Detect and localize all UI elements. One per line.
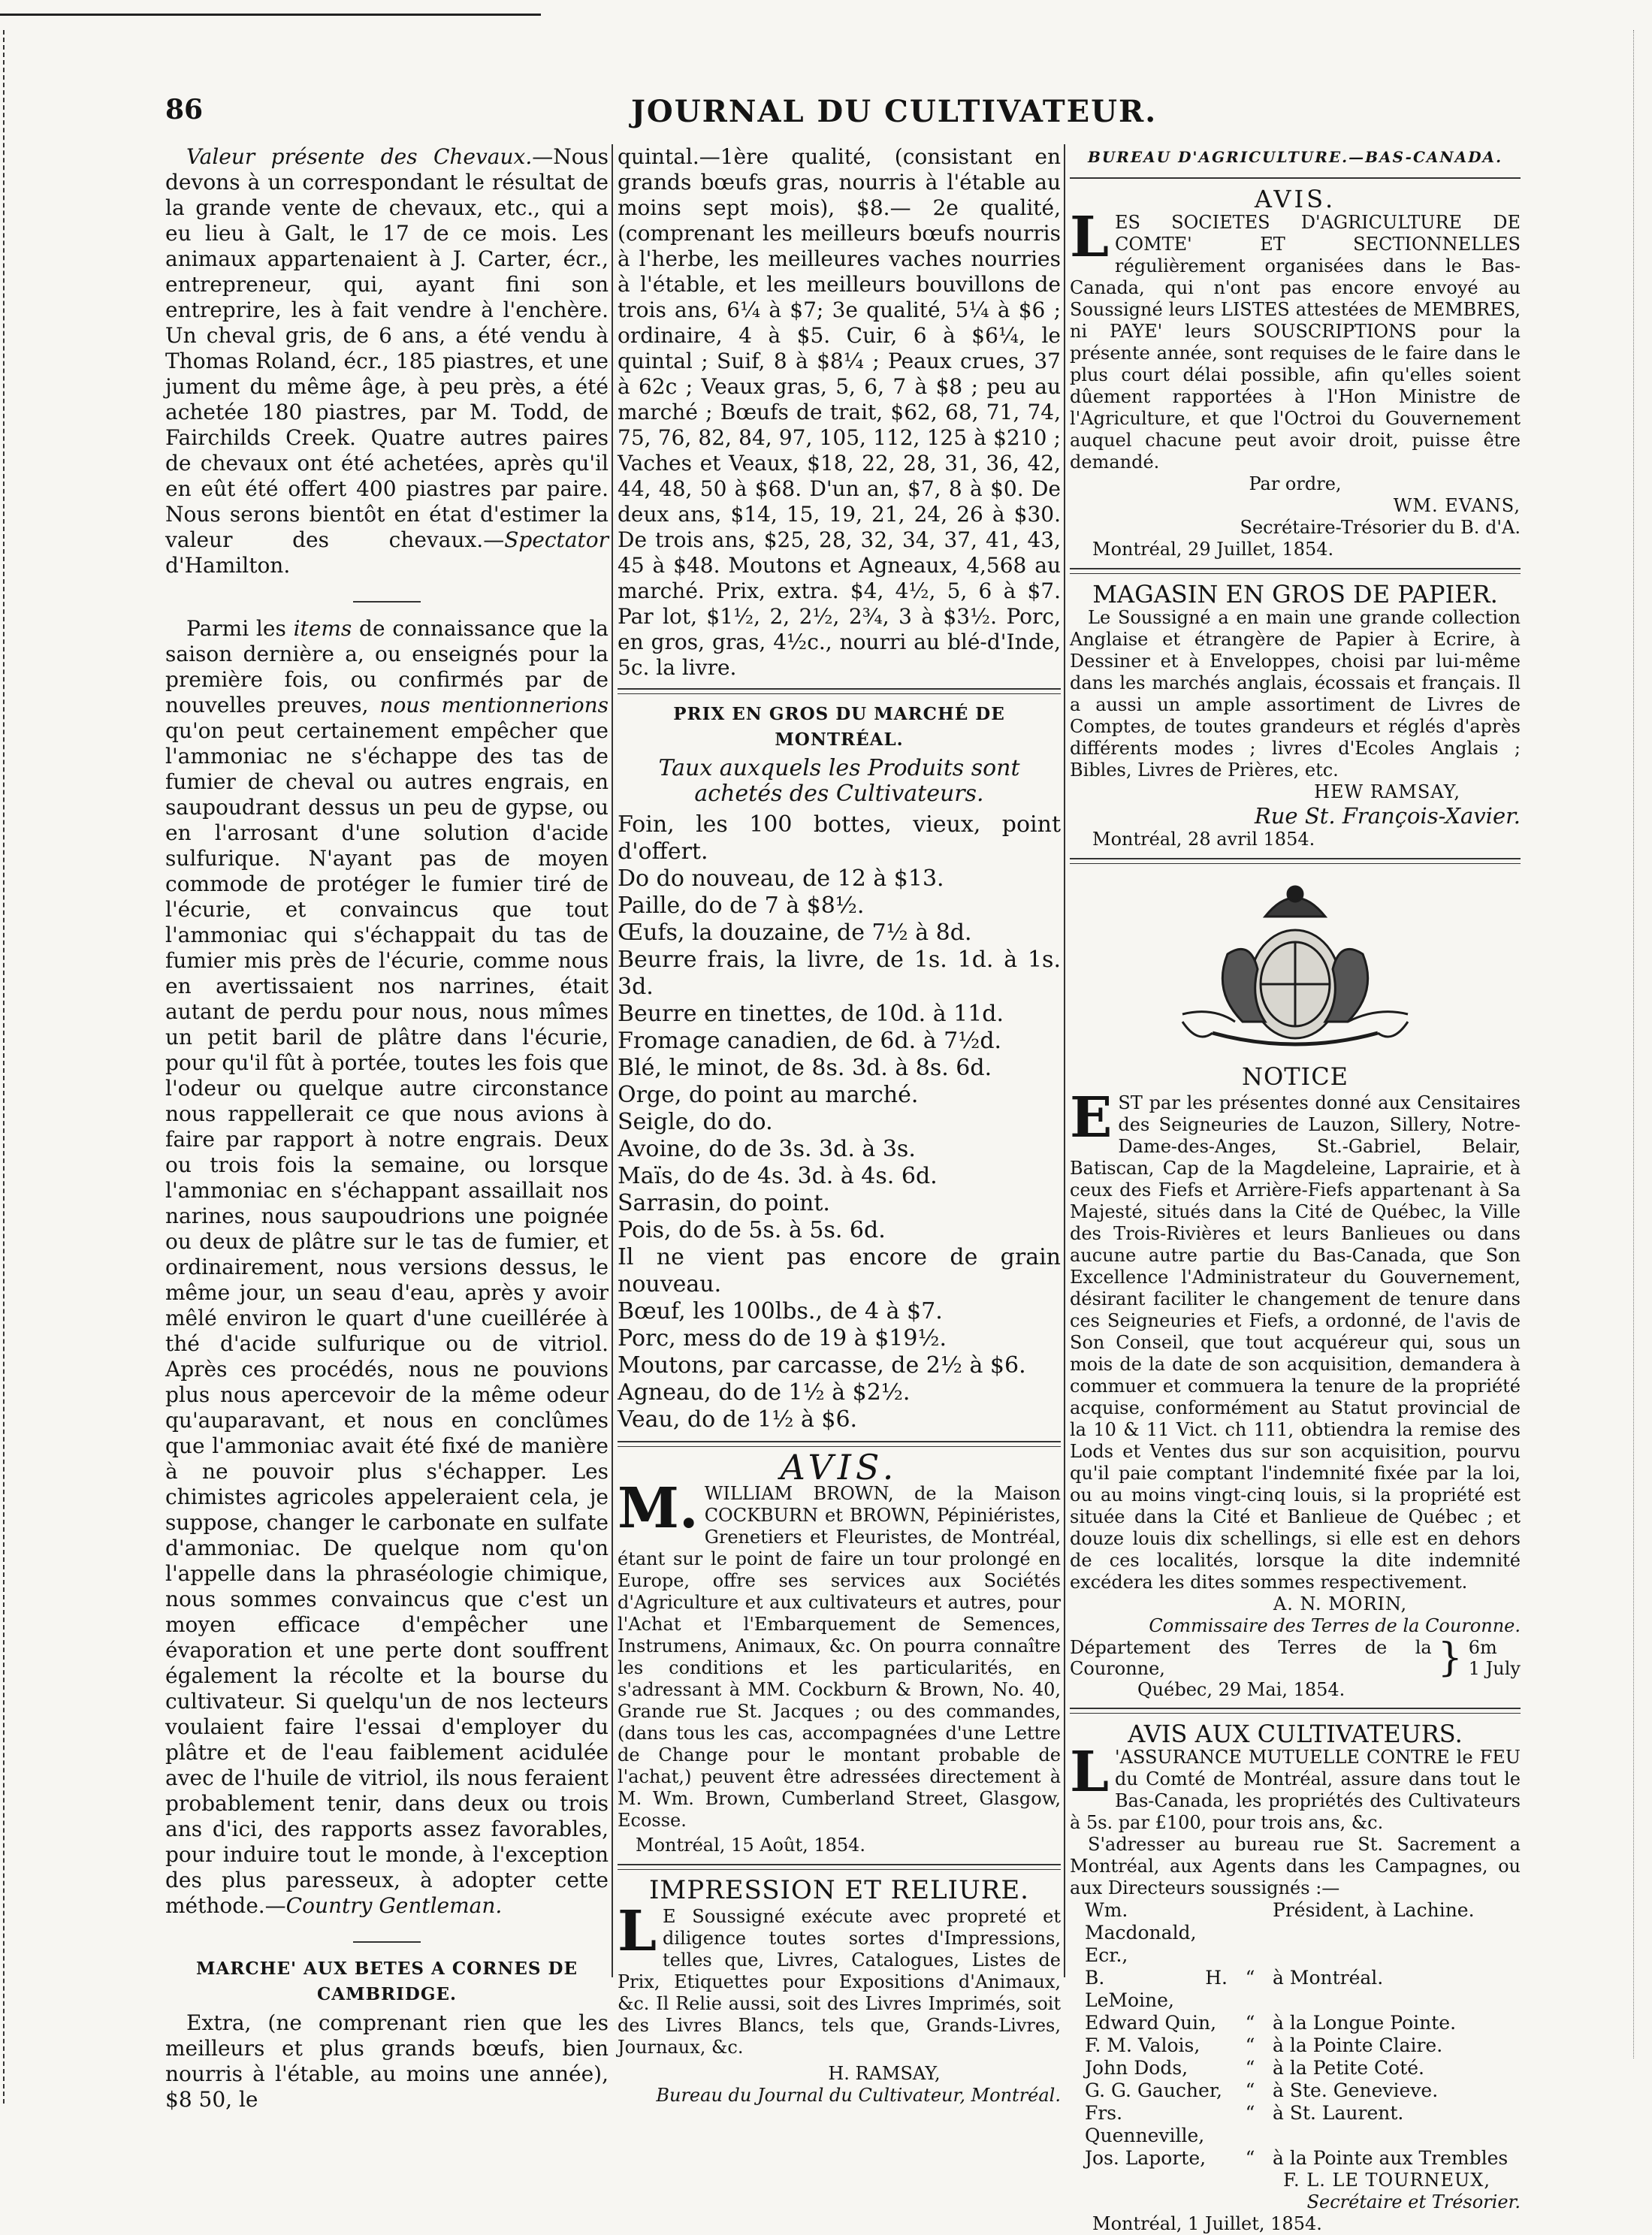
cultivateurs-title: AVIS AUX CULTIVATEURS. xyxy=(1128,1720,1463,1748)
director-name: Edward Quin, xyxy=(1085,2012,1217,2034)
societies-avis-title: AVIS. xyxy=(1254,185,1336,213)
director-place: à Ste. Genevieve. xyxy=(1273,2079,1439,2101)
double-rule xyxy=(1070,1708,1521,1714)
price-row: Veau, do de 1½ à $6. xyxy=(618,1406,858,1433)
morin-signature: A. N. MORIN, xyxy=(1273,1593,1408,1614)
evans-title: Secrétaire-Trésorier du B. d'A. xyxy=(1240,517,1521,538)
director-row xyxy=(1070,2079,1521,2102)
page-number: 86 xyxy=(165,94,204,125)
price-row: Porc, mess do de 19 à $19½. xyxy=(618,1325,947,1352)
director-row xyxy=(1070,2012,1521,2034)
drop-cap: L xyxy=(1070,1740,1110,1805)
rule xyxy=(1070,177,1521,179)
notice-body: ST par les présentes donné aux Censitaires des Seigneuries de Lauzon, Sillery, Notre-Dame-des-Anges, St.-Gabriel, Belair, Batiscan, Cap de la Magdeleine, Laprairie, et à ceux des Fiefs et Arrière-Fiefs appartenant à Sa Majesté, situés dans la Cité de Québec, la Ville des Trois-Rivières et leurs Banlieues ou dans aucune autre partie du Bas-Canada, que Son Excellence l'Administrateur du Gouvernement, désirant faciliter le changement de tenure dans ces Seigneuries et Fiefs, a ordonné, de l'avis de Son Conseil, que tout acquéreur qui, sous un mois de la date de son acquisition, demandera à commuer et commuera la tenure de la propriété acquise, conformément au Statut provincial de la 10 & 11 Vict. ch 111, obtiendra la remise des Lods et Ventes dus sur son acquisition, pourvu qu'il paie comptant l'indemnité fixée par la loi, ou au moins vingt-cinq louis, si la propriété est située dans la Cité et Banlieue de Québec ; et douze louis dix schellings, si elle est en dehors de ces localités, lorsque la dite indemnité excédera les dites sommes respectivement. xyxy=(1070,1092,1521,1593)
cultivateurs-ad xyxy=(1070,1740,1521,1834)
department-line-2: Québec, 29 Mai, 1854. xyxy=(1137,1679,1345,1700)
director-row xyxy=(1070,2147,1521,2170)
department-left xyxy=(1070,1637,1432,1700)
right-edge-mark xyxy=(1633,30,1638,2058)
directors-list xyxy=(1070,1899,1521,2170)
horses-article-source: Spectator xyxy=(504,527,609,552)
morin-title: Commissaire des Terres de la Couronne. xyxy=(1149,1615,1521,1636)
bureau-heading: BUREAU D'AGRICULTURE.—BAS-CANADA. xyxy=(1087,148,1503,166)
page-header xyxy=(165,86,1518,131)
price-row: Orge, do point au marché. xyxy=(618,1082,919,1108)
director-place: à la Petite Coté. xyxy=(1273,2057,1424,2079)
director-name: Frs. Quenneville, xyxy=(1085,2102,1205,2146)
ditto-mark: “ xyxy=(1245,2034,1255,2056)
double-rule xyxy=(618,1864,1061,1870)
ammonia-text-c: qu'on peut certainement empêcher que l'ammoniac ne s'échappe des tas de fumier de cheval ou autres engrais, en saupoudrant dessus un peu de gypse, ou en l'arrosant d'une solution d'acide sulfurique. N'ayant pas de moyen commode de protéger le fumier tiré de l'écurie, et convaincus que tout l'ammoniac qui s'échappait du tas de fumier mis près de l'écurie, comme nous en avertissaient nos narrines, était autant de perdu pour nous, nous mîmes un petit baril de plâtre dans l'écurie, pour qu'il fût à portée, toutes les fois que l'odeur ou quelque autre circonstance nous rappellerait ce que nous avions à faire par rapport à notre engrais. Deux ou trois fois la semaine, ou lorsque l'ammoniac en s'échappant assaillait nos narines, nous saupoudrions une poignée ou deux de plâtre sur le tas de fumier, et ordinairement, nous versions dessus, le même jour, un seau d'eau, après y avoir mêlé environ le quart d'une cueillérée à thé d'acide sulfurique ou de vitriol. Après ces procédés, nous ne pouvions plus nous apercevoir de la même odeur qu'auparavant, et nous en conclûmes que l'ammoniac avait été fixé de manière à ne pouvoir plus s'échapper. Les chimistes agricoles appeleraient cela, je suppose, changer le carbonate en sulfate d'ammoniac. De quelque nom qu'on l'appelle dans la phraséologie chimique, nous sommes convaincus que c'est un moyen efficace d'empêcher une évaporation et une perte dont souffrent également la récolte et la bourse du cultivateur. Si quelqu'un de nos lecteurs voulaient faire l'essai d'employer du plâtre et de l'eau faiblement acidulée avec de l'huile de vitriol, ils nous feraient probablement tenir, dans deux ou trois ans d'ici, des rapports assez favorables, pour induire tout le monde, à l'exception des plus paresseux, à adopter cette méthode.— xyxy=(165,718,609,1918)
director-place: à St. Laurent. xyxy=(1273,2102,1404,2124)
royal-coat-of-arms-icon xyxy=(1137,871,1453,1059)
horses-article-lead: Valeur présente des Chevaux. xyxy=(186,144,533,169)
cultivateurs-date: Montréal, 1 Juillet, 1854. xyxy=(1092,2213,1322,2234)
price-row: Sarrasin, do point. xyxy=(618,1190,830,1216)
horses-article xyxy=(165,144,609,578)
cultivateurs-body: 'ASSURANCE MUTUELLE CONTRE le FEU du Comté de Montréal, assure dans tout le Bas-Canada, les propriétés des Cultivateurs à 5s. par £100, pour trois ans, &c. xyxy=(1070,1747,1521,1833)
ditto-mark: “ xyxy=(1245,1967,1255,1989)
ditto-mark: “ xyxy=(1245,2057,1255,2079)
montreal-prices-subheading: Taux auxquels les Produits sont achetés des Cultivateurs. xyxy=(658,755,1020,807)
ammonia-source: Country Gentleman. xyxy=(285,1893,503,1918)
short-rule xyxy=(353,1941,421,1943)
price-row: Agneau, do de 1½ à $2½. xyxy=(618,1379,911,1406)
price-row: Paille, do de 7 à $8½. xyxy=(618,892,865,919)
impression-address: Bureau du Journal du Cultivateur, Montréal. xyxy=(656,2085,1061,2106)
price-row: Do do nouveau, de 12 à $13. xyxy=(618,865,944,892)
par-ordre: Par ordre, xyxy=(1249,473,1342,494)
price-row: Œufs, la douzaine, de 7½ à 8d. xyxy=(618,920,972,946)
brown-avis xyxy=(618,1476,1061,1832)
double-rule xyxy=(618,1441,1061,1447)
top-rule xyxy=(0,14,541,16)
director-name: Wm. Macdonald, Ecr., xyxy=(1085,1899,1197,1966)
director-name: John Dods, xyxy=(1085,2057,1188,2079)
column-3 xyxy=(1070,144,1521,2235)
column-1 xyxy=(165,144,609,2117)
price-row: Avoine, do de 3s. 3d. à 3s. xyxy=(618,1136,916,1162)
magasin-date: Montréal, 28 avril 1854. xyxy=(1092,829,1315,850)
montreal-prices-heading: PRIX EN GROS DU MARCHÉ DE MONTRÉAL. xyxy=(673,704,1005,750)
price-row: Moutons, par carcasse, de 2½ à $6. xyxy=(618,1352,1026,1379)
impression-body: E Soussigné exécute avec propreté et diligence toutes sortes d'Impressions, telles que, Livres, Catalogues, Listes de Prix, Etiquettes pour Expositions d'Animaux, &c. Il Relie aussi, soit des Livres Imprimés, soit des Livres Blancs, tels que, Grands-Livres, Journaux, &c. xyxy=(618,1906,1061,2058)
ammonia-italic-1: items xyxy=(293,616,352,641)
director-row xyxy=(1070,1967,1521,2012)
horses-article-body: —Nous devons à un correspondant le résultat de la grande vente de chevaux, etc., qui a eu lieu à Galt, le 17 de ce mois. Les animaux appartenaient à J. Carter, écr., entrepreneur, qui, ayant fini son entreprire, les à fait vendre à l'enchère. Un cheval gris, de 6 ans, a été vendu à Thomas Roland, écr., 185 piastres, et une jument du même âge, à peu près, a été achetée 180 piastres, par M. Todd, de Fairchilds Creek. Quatre autres paires de chevaux ont été achetées, après qu'il en eût été offert 400 piastres par paire. Nous serons bientôt en état d'estimer la valeur des chevaux.— xyxy=(165,144,609,552)
brown-avis-title: AVIS. xyxy=(780,1447,898,1487)
notice xyxy=(1070,1086,1521,1593)
journal-title: JOURNAL DU CULTIVATEUR. xyxy=(631,94,1158,129)
ammonia-italic-2: nous mentionnerions xyxy=(379,693,609,717)
price-row: Blé, le minot, de 8s. 3d. à 8s. 6d. xyxy=(618,1055,992,1081)
cambridge-market-continued: quintal.—1ère qualité, (consistant en grands bœufs gras, nourris à l'étable au moins sept mois), $8.— 2e qualité, (comprenant les meilleurs bœufs nourris à l'herbe, les meilleures vaches nourries à l'étable, et les meilleurs bouvillons de trois ans, 6¼ à $7; 3e qualité, 5¼ à $6 ; ordinaire, 4 à $5. Cuir, 6 à $6¼, le quintal ; Suif, 8 à $8¼ ; Peaux crues, 37 à 62c ; Veaux gras, 5, 6, 7 à $8 ; peu au marché ; Bœufs de trait, $62, 68, 71, 74, 75, 76, 82, 84, 97, 105, 112, 125 à $210 ; Vaches et Veaux, $18, 22, 28, 31, 36, 42, 44, 48, 50 à $68. D'un an, $7, 8 à $0. De deux ans, $14, 15, 19, 21, 24, 26 à $30. De trois ans, $25, 28, 32, 34, 37, 41, 43, 45 à $48. Moutons et Agneaux, 4,568 au marché. Prix, extra. $4, 4½, 5, 6 à $7. Par lot, $1½, 2, 2½, 2¾, 3 à $3½. Porc, en gros, gras, 4½c., nourri au blé-d'Inde, 5c. la livre. xyxy=(618,144,1061,680)
impression-signature: H. RAMSAY, xyxy=(828,2063,941,2084)
price-row: Maïs, do de 4s. 3d. à 4s. 6d. xyxy=(618,1163,938,1189)
impression-title: IMPRESSION ET RELIURE. xyxy=(648,1875,1029,1905)
tourneux-signature: F. L. LE TOURNEUX, xyxy=(1283,2170,1490,2191)
price-row: Bœuf, les 100lbs., de 4 à $7. xyxy=(618,1298,943,1324)
director-row xyxy=(1070,1899,1521,1967)
drop-cap: E xyxy=(1070,1086,1113,1150)
double-rule xyxy=(1070,858,1521,864)
cambridge-market-text: Extra, (ne comprenant rien que les meilleurs et plus grands bœufs, bien nourris à l'étable, au moins une année), $8 50, le xyxy=(165,2010,609,2112)
prices-list xyxy=(618,811,1061,1433)
drop-cap: L xyxy=(618,1899,657,1964)
director-name: G. G. Gaucher, xyxy=(1085,2079,1222,2101)
notice-title: NOTICE xyxy=(1241,1062,1349,1091)
department-right xyxy=(1469,1637,1521,1700)
horses-article-tail: d'Hamilton. xyxy=(165,553,291,578)
column-2 xyxy=(618,144,1061,2107)
double-rule xyxy=(1070,568,1521,574)
director-row xyxy=(1070,2057,1521,2079)
societies-avis xyxy=(1070,205,1521,473)
ditto-mark: “ xyxy=(1245,2147,1255,2169)
price-row: Il ne vient pas encore de grain nouveau. xyxy=(618,1244,1061,1297)
price-row: Seigle, do do. xyxy=(618,1109,773,1135)
ammonia-text-b: de connaissance que la saison dernière a, ou enseignés pour la première fois, ou confirmés par de nouvelles preuves, xyxy=(165,616,609,717)
ditto-mark: “ xyxy=(1245,2102,1255,2124)
director-row xyxy=(1070,2102,1521,2147)
cultivateurs-body-2: S'adresser au bureau rue St. Sacrement a Montréal, aux Agents dans les Campagnes, ou aux Directeurs soussignés :— xyxy=(1070,1834,1521,1898)
brown-avis-date: Montréal, 15 Août, 1854. xyxy=(636,1835,866,1856)
ammonia-text-a: Parmi les xyxy=(186,616,294,641)
column-rule-2 xyxy=(1064,144,1065,1977)
impression-ad xyxy=(618,1899,1061,2058)
director-name: Jos. Laporte, xyxy=(1085,2147,1207,2169)
drop-cap: M. xyxy=(618,1476,699,1541)
evans-name: WM. EVANS, xyxy=(1393,495,1521,516)
price-row: Beurre frais, la livre, de 1s. 1d. à 1s. 3d. xyxy=(618,947,1061,1000)
department-right-1: 6m xyxy=(1468,1637,1497,1658)
price-row: Fromage canadien, de 6d. à 7½d. xyxy=(618,1028,1002,1054)
drop-cap: L xyxy=(1070,205,1110,270)
short-rule xyxy=(353,601,421,603)
societies-avis-body: ES SOCIETES D'AGRICULTURE DE COMTE' ET SECTIONNELLES régulièrement organisées dans le Bas-Canada, qui n'ont pas encore envoyé au Soussigné leurs LISTES attestées de MEMBRES, ni PAYE' leurs SOUSCRIPTIONS pour la présente année, sont requises de le faire dans le plus court délai possible, afin qu'elles soient dûement rapportées à l'Hon Ministre de l'Agriculture, et que l'Octroi du Gouvernement auquel chacune peut avoir droit, puisse être demandé. xyxy=(1070,212,1521,473)
binding-edge xyxy=(3,30,15,2104)
magasin-signature: HEW RAMSAY, xyxy=(1314,781,1460,802)
director-name: B. H. LeMoine, xyxy=(1085,1967,1228,2011)
director-place: Président, à Lachine. xyxy=(1273,1899,1475,1921)
cambridge-market-heading: MARCHE' AUX BETES A CORNES DE CAMBRIDGE. xyxy=(196,1959,578,2004)
department-right-2: 1 July xyxy=(1468,1658,1521,1679)
ditto-mark: “ xyxy=(1245,2079,1255,2101)
director-place: à Montréal. xyxy=(1273,1967,1384,1989)
double-rule xyxy=(618,688,1061,694)
brown-avis-body: WILLIAM BROWN, de la Maison COCKBURN et BROWN, Pépiniéristes, Grenetiers et Fleuristes, de Montréal, étant sur le point de faire un tour prolongé en Europe, offre ses services aux Sociétés d'Agriculture et aux cultivateurs et autres, pour l'Achat et l'Embarquement de Semences, Instrumens, Animaux, &c. On pourra connaître les conditions et les particularités, en s'adressant à MM. Cockburn & Brown, No. 40, Grande rue St. Jacques ; ou des commandes, (dans tous les cas, accompagnées d'une Lettre de Change pour le montant probable de l'achat,) peuvent être adressées directement à M. Wm. Brown, Cumberland Street, Glasgow, Ecosse. xyxy=(618,1483,1061,1831)
price-row: Foin, les 100 bottes, vieux, point d'offert. xyxy=(618,811,1061,865)
director-place: à la Pointe Claire. xyxy=(1273,2034,1443,2056)
magasin-body: Le Soussigné a en main une grande collection Anglaise et étrangère de Papier à Ecrire, à Dessiner et à Enveloppes, choisi par lui-même dans les marchés anglais, écossais et français. Il a aussi un ample assortiment de Livres de Comptes, de toutes grandeurs et réglés d'après différents modes ; livres d'Ecoles Anglais ; Bibles, Livres de Prières, etc. xyxy=(1070,607,1521,781)
column-rule-1 xyxy=(612,144,613,1977)
price-row: Beurre en tinettes, de 10d. à 11d. xyxy=(618,1001,1004,1027)
department-line-1: Département des Terres de la Couronne, xyxy=(1070,1637,1432,1679)
ditto-mark: “ xyxy=(1245,2012,1255,2034)
evans-date: Montréal, 29 Juillet, 1854. xyxy=(1092,539,1334,560)
magasin-title: MAGASIN EN GROS DE PAPIER. xyxy=(1092,580,1498,609)
tourneux-title: Secrétaire et Trésorier. xyxy=(1306,2191,1521,2212)
department-block xyxy=(1070,1637,1521,1700)
ditto-mark xyxy=(1228,1899,1273,1967)
price-row: Pois, do de 5s. à 5s. 6d. xyxy=(618,1217,886,1243)
magasin-address: Rue St. François-Xavier. xyxy=(1254,803,1521,829)
director-place: à la Longue Pointe. xyxy=(1273,2012,1457,2034)
director-name: F. M. Valois, xyxy=(1085,2034,1200,2056)
ammonia-article xyxy=(165,616,609,1919)
director-place: à la Pointe aux Trembles xyxy=(1273,2147,1509,2169)
director-row xyxy=(1070,2034,1521,2057)
brace: } xyxy=(1437,1635,1463,1681)
